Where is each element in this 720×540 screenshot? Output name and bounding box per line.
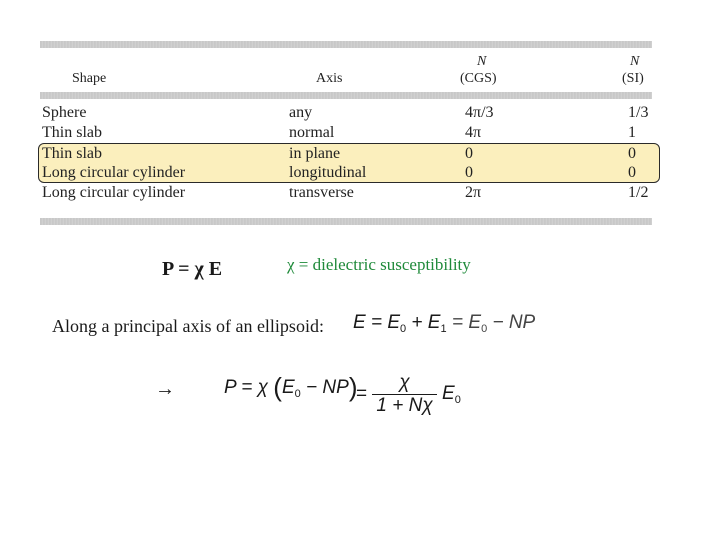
principal-axis-label: Along a principal axis of an ellipsoid: <box>52 316 324 336</box>
row-axis: longitudinal <box>289 164 367 181</box>
row-n-si: 1/2 <box>628 184 649 201</box>
header-si: (SI) <box>622 71 644 86</box>
row-shape: Long circular cylinder <box>42 184 186 201</box>
p-eq-inner: E <box>281 377 295 398</box>
fraction-numerator: χ <box>399 372 410 393</box>
susceptibility-fraction <box>372 372 436 417</box>
field-eq-part2: + E <box>406 312 441 333</box>
row-axis: any <box>289 104 313 121</box>
implies-arrow-icon: → <box>155 378 175 400</box>
fraction-tail-sub: 0 <box>454 394 461 406</box>
field-equation-rhs <box>452 312 535 335</box>
field-equation <box>353 312 447 335</box>
fraction-tail <box>442 383 461 404</box>
row-shape: Long circular cylinder <box>42 164 186 181</box>
row-axis: transverse <box>289 184 354 201</box>
table-top-rule <box>40 41 652 48</box>
header-n-cgs: N <box>477 54 487 69</box>
row-n-cgs: 2π <box>465 184 482 201</box>
fraction-denominator: 1 + Nχ <box>372 394 436 417</box>
open-paren: ( <box>273 372 282 402</box>
row-axis: in plane <box>289 145 341 162</box>
polarization-equation: P = χ E <box>162 258 223 280</box>
row-n-si: 0 <box>628 164 636 181</box>
field-eq-part3: = E <box>452 312 482 333</box>
row-n-si: 1/3 <box>628 104 649 121</box>
header-n-si: N <box>630 54 640 69</box>
header-axis: Axis <box>316 71 343 86</box>
row-shape: Sphere <box>42 104 87 121</box>
fraction-tail-e: E <box>442 383 455 404</box>
row-axis: normal <box>289 124 335 141</box>
table-header-rule <box>40 92 652 99</box>
table-bottom-rule <box>40 218 652 225</box>
row-n-cgs: 4π <box>465 124 482 141</box>
row-shape: Thin slab <box>42 124 102 141</box>
row-n-cgs: 0 <box>465 145 473 162</box>
fraction-equation <box>356 372 461 417</box>
polarization-result-equation <box>224 372 358 403</box>
field-eq-part1: E = E <box>353 312 400 333</box>
row-n-si: 0 <box>628 145 636 162</box>
field-eq-sub0b: 0 <box>481 323 488 335</box>
header-shape: Shape <box>72 71 107 86</box>
row-n-si: 1 <box>628 124 636 141</box>
equals-sign: = <box>356 383 368 405</box>
susceptibility-definition: χ = dielectric susceptibility <box>287 255 471 274</box>
p-eq-lhs: P = χ <box>224 377 268 398</box>
row-n-cgs: 0 <box>465 164 473 181</box>
field-eq-sub1: 1 <box>440 323 447 335</box>
row-shape: Thin slab <box>42 145 102 162</box>
header-cgs: (CGS) <box>460 71 497 86</box>
row-n-cgs: 4π/3 <box>465 104 494 121</box>
p-eq-inner-rest: − NP <box>300 377 349 398</box>
close-paren: ) <box>348 372 358 402</box>
p-eq-inner-sub: 0 <box>294 388 301 400</box>
field-eq-sub0: 0 <box>400 323 407 335</box>
field-eq-part4: − NP <box>487 312 536 333</box>
